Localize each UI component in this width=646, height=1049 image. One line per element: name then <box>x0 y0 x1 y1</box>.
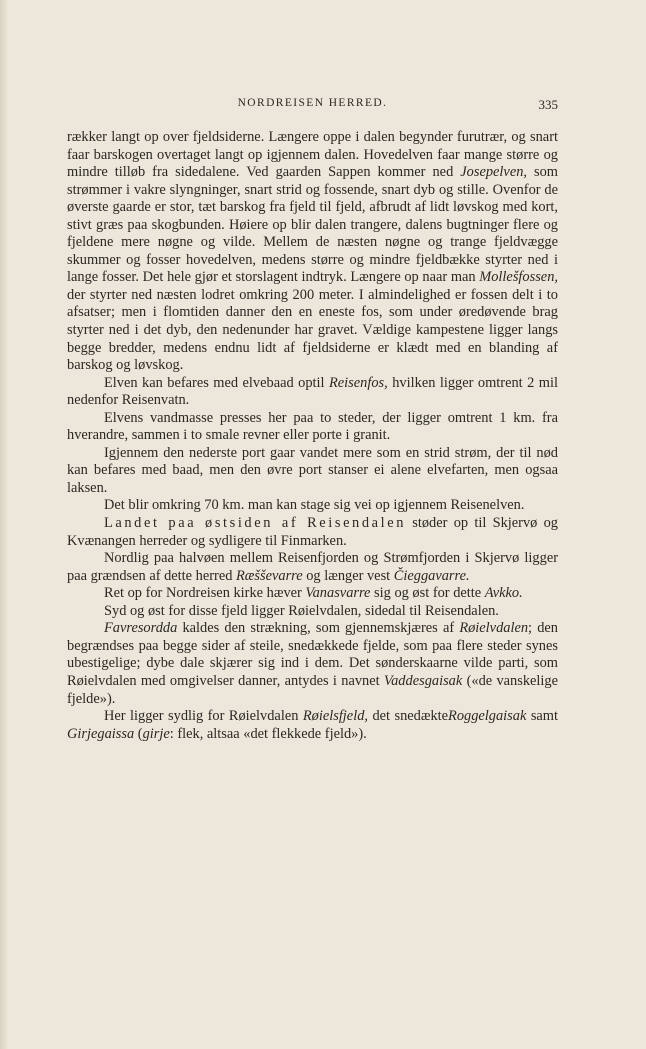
text-run: Elvens vandmasse presses her paa to steder, der ligger omtrent 1 km. fra hverandre, sammen i to smale revner eller porte i granit. <box>67 409 558 444</box>
text-run: («de vanskelige fjelde»). <box>67 672 558 707</box>
page-header <box>67 97 558 113</box>
spaced-text: Landet paa østsiden af Reisendalen <box>104 515 407 532</box>
paragraph <box>67 497 558 515</box>
text-run: som strømmer i vakre slyngninger, snart strid og fossende, snart dyb og stille. Ovenfor de øverste gaarde er stor, tæt barskog fra fjeld til fjeld, afbrudt af lidt løvskog med kort, stivt græs paa skogbunden. Høiere op blir dalen trangere, dalens bugtninger flere og fjeldene mere nøgne og vilde. Mellem de næsten nøgne og trange fjeldvægge skummer og fosser hovedelven, medens større og mindre fjeldbække styrter ned i lange fosser. Det hele gjør et storslagent indtryk. Længere op naar man <box>67 164 558 286</box>
paragraph <box>67 620 558 708</box>
paragraph <box>67 550 558 585</box>
text-run: det snedækte <box>368 708 449 725</box>
italic-place-name: Røielvdalen <box>459 620 529 637</box>
text-run: Her ligger sydlig for Røielvdalen <box>104 708 303 725</box>
text-run: Nordlig paa halvøen mellem Reisenfjorden og Strømfjorden i Skjervø ligger paa grændsen af dette herred <box>67 550 558 584</box>
text-run: sig og øst for dette <box>370 585 485 602</box>
italic-place-name: Reisenfos, <box>329 374 388 391</box>
italic-place-name: Girjegaissa <box>67 725 135 742</box>
italic-place-name: Vaddesgaisak <box>383 672 463 689</box>
text-run: samt <box>526 708 558 725</box>
text-run: rækker langt op over fjeldsiderne. Længere oppe i dalen begynder furutrær, og snart faar barskogen overtaget langt op igjennem dalen. Hovedelven faar mange større og mindre tilløb fra sidedalene. Ved gaarden Sappen kommer ned <box>67 129 558 181</box>
paragraph <box>67 603 558 621</box>
italic-place-name: Mollešfossen, <box>479 269 558 286</box>
running-head: NORDREISEN HERRED. <box>237 97 388 109</box>
text-run: Det blir omkring 70 km. man kan stage sig vei op igjennem Reisenelven. <box>104 497 525 514</box>
paragraph <box>67 129 558 375</box>
paragraph <box>67 708 558 743</box>
text-run: Ret op for Nordreisen kirke hæver <box>104 585 306 602</box>
italic-place-name: Ræšševarre <box>236 567 303 584</box>
italic-place-name: Roggelgaisak <box>448 708 527 725</box>
paragraph <box>67 515 558 550</box>
text-run: Igjennem den nederste port gaar vandet mere som en strid strøm, der til nød kan befares med baad, men den øvre port stanser ei alene elvefarten, men ogsaa laksen. <box>67 444 558 496</box>
italic-place-name: Favresordda <box>104 620 178 637</box>
page-number: 335 <box>538 97 558 112</box>
text-run: og længer vest <box>302 567 394 584</box>
italic-place-name: Røielsfjeld, <box>302 708 368 725</box>
italic-place-name: girje <box>142 725 170 742</box>
italic-place-name: Čieggavarre. <box>393 567 470 584</box>
text-run: : flek, altsaa «det flekkede fjeld»). <box>169 725 367 742</box>
italic-place-name: Vanasvarre <box>305 585 371 602</box>
paragraph <box>67 375 558 410</box>
paragraph <box>67 585 558 603</box>
page-edge-shadow <box>0 0 8 1049</box>
text-run: ; den begrændses paa begge sider af steile, snedækkede fjelde, som paa flere steder synes ubestigelige; dybe dale skjærer sig ind i dem. Det sønderskaarne vilde parti, som Røielvdalen med omgivelser danner, antydes i navnet <box>67 620 558 689</box>
body-text <box>67 129 558 743</box>
text-run: Elven kan befares med elvebaad optil <box>104 374 329 391</box>
text-run: ( <box>134 725 143 742</box>
paragraph <box>67 410 558 445</box>
italic-place-name: Avkko. <box>484 585 523 602</box>
italic-place-name: Josepelven, <box>460 164 527 181</box>
text-run: støder op til Skjervø og Kvænangen herreder og sydligere til Finmarken. <box>67 515 558 549</box>
paragraph <box>67 445 558 498</box>
text-run: hvilken ligger omtrent 2 mil nedenfor Reisenvatn. <box>67 374 558 409</box>
text-run: Syd og øst for disse fjeld ligger Røielvdalen, sidedal til Reisendalen. <box>104 602 499 619</box>
text-run: kaldes den strækning, som gjennemskjæres af <box>177 620 460 637</box>
text-run: der styrter ned næsten lodret omkring 200 meter. I almindelighed er fossen delt i to afsatser; men i flomtiden danner den en eneste fos, som under øredøvende brag styrter ned i det dyb, den nedenunder har gravet. Vældige kampestene ligger langs begge bredder, medens endnu lidt af fjeldsiderne er klædt med en blanding af barskog og løvskog. <box>67 286 558 374</box>
